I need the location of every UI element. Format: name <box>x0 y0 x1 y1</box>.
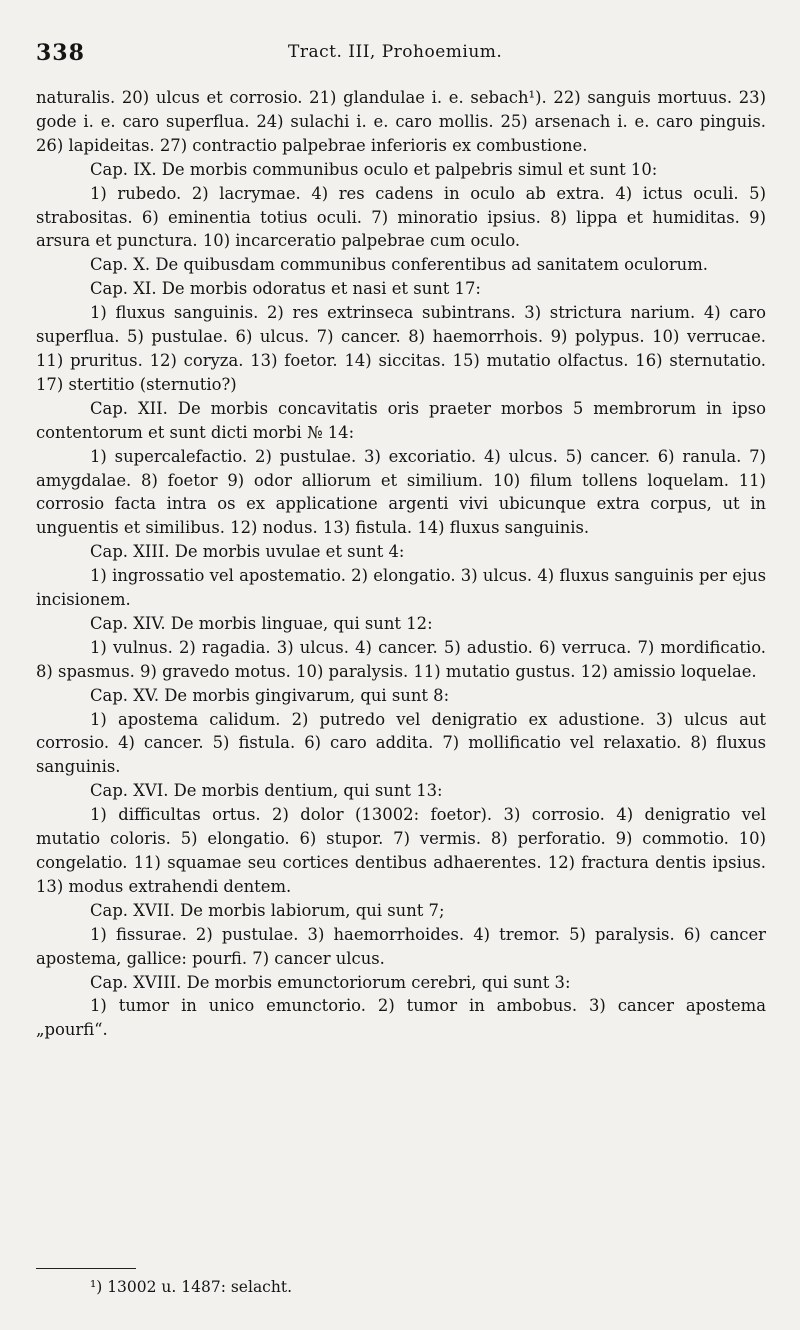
disease-list: 1) fluxus sanguinis. 2) res extrinseca subintrans. 3) strictura narium. 4) caro superflua. 5) pustulae. 6) ulcus. 7) cancer. 8) haemorrhois. 9) polypus. 10) verrucae. 11) pruritus. 12) coryza. 13) foetor. 14) siccitas. 15) mutatio olfactus. 16) sternutatio. 17) stertitio (sternutio?) <box>36 303 766 394</box>
footnote: ¹) 13002 u. 1487: selacht. <box>90 1278 292 1296</box>
disease-list: 1) difficultas ortus. 2) dolor (13002: foetor). 3) corrosio. 4) denigratio vel mutatio coloris. 5) elongatio. 6) stupor. 7) vermis. 8) perforatio. 9) commotio. 10) congelatio. 11) squamae seu cortices dentibus adhaerentes. 12) fractura dentis ipsius. 13) modus extrahendi dentem. <box>36 805 766 896</box>
chapter-heading: Cap. XV. De morbis gingivarum, qui sunt 8: <box>90 685 450 705</box>
chapter-heading: Cap. XIV. De morbis linguae, qui sunt 12: <box>90 613 433 633</box>
chapter-heading: Cap. XVII. De morbis labiorum, qui sunt 7; <box>90 900 445 920</box>
disease-list: 1) supercalefactio. 2) pustulae. 3) excoriatio. 4) ulcus. 5) cancer. 6) ranula. 7) amygdalae. 8) foetor 9) odor alliorum et similium. 10) filum tollens loquelam. 11) corrosio facta intra os ex applicatione argenti vivi ubicunque extra corpus, ut in unguentis et similibus. 12) nodus. 13) fistula. 14) fluxus sanguinis. <box>36 446 766 538</box>
running-head: Tract. III, Prohoemium. <box>288 42 503 62</box>
footnote-rule <box>36 1268 136 1269</box>
chapter-heading: Cap. IX. De morbis communibus oculo et palpebris simul et sunt 10: <box>90 159 658 179</box>
disease-list: 1) tumor in unico emunctorio. 2) tumor in ambobus. 3) cancer apostema „pourfi“. <box>36 996 766 1040</box>
disease-list: 1) rubedo. 2) lacrymae. 4) res cadens in oculo ab extra. 4) ictus oculi. 5) strabositas. 6) eminentia totius oculi. 7) minoratio ipsius. 8) lippa et humiditas. 9) arsura et punctura. 10) incarceratio palpebrae cum oculo. <box>36 183 766 251</box>
disease-list: 1) fissurae. 2) pustulae. 3) haemorrhoides. 4) tremor. 5) paralysis. 6) cancer apostema, gallice: pourfi. 7) cancer ulcus. <box>36 924 766 968</box>
chapter-heading: Cap. XII. De morbis concavitatis oris praeter morbos 5 membrorum in ipso contentorum et sunt dicti morbi № 14: <box>36 398 766 442</box>
chapter-heading: Cap. XIII. De morbis uvulae et sunt 4: <box>90 542 405 562</box>
chapter-heading: Cap. XVIII. De morbis emunctoriorum cerebri, qui sunt 3: <box>90 972 571 992</box>
page-number: 338 <box>36 40 85 66</box>
chapter-heading: Cap. X. De quibusdam communibus conferentibus ad sanitatem oculorum. <box>90 255 708 275</box>
text-paragraph: naturalis. 20) ulcus et corrosio. 21) glandulae i. e. sebach¹). 22) sanguis mortuus. 23) gode i. e. caro superflua. 24) sulachi i. e. caro mollis. 25) arsenach i. e. caro pinguis. 26) lapideitas. 27) contractio palpebrae inferioris ex combustione. <box>36 88 766 155</box>
chapter-heading: Cap. XVI. De morbis dentium, qui sunt 13: <box>90 781 443 801</box>
disease-list: 1) vulnus. 2) ragadia. 3) ulcus. 4) cancer. 5) adustio. 6) verruca. 7) mordificatio. 8) spasmus. 9) gravedo motus. 10) paralysis. 11) mutatio gustus. 12) amissio loquelae. <box>36 637 766 681</box>
main-text <box>36 86 766 1042</box>
disease-list: 1) ingrossatio vel apostematio. 2) elongatio. 3) ulcus. 4) fluxus sanguinis per ejus incisionem. <box>36 566 766 610</box>
chapter-heading: Cap. XI. De morbis odoratus et nasi et sunt 17: <box>90 279 481 299</box>
page-header <box>36 36 766 86</box>
disease-list: 1) apostema calidum. 2) putredo vel denigratio ex adustione. 3) ulcus aut corrosio. 4) cancer. 5) fistula. 6) caro addita. 7) mollificatio vel relaxatio. 8) fluxus sanguinis. <box>36 709 766 777</box>
